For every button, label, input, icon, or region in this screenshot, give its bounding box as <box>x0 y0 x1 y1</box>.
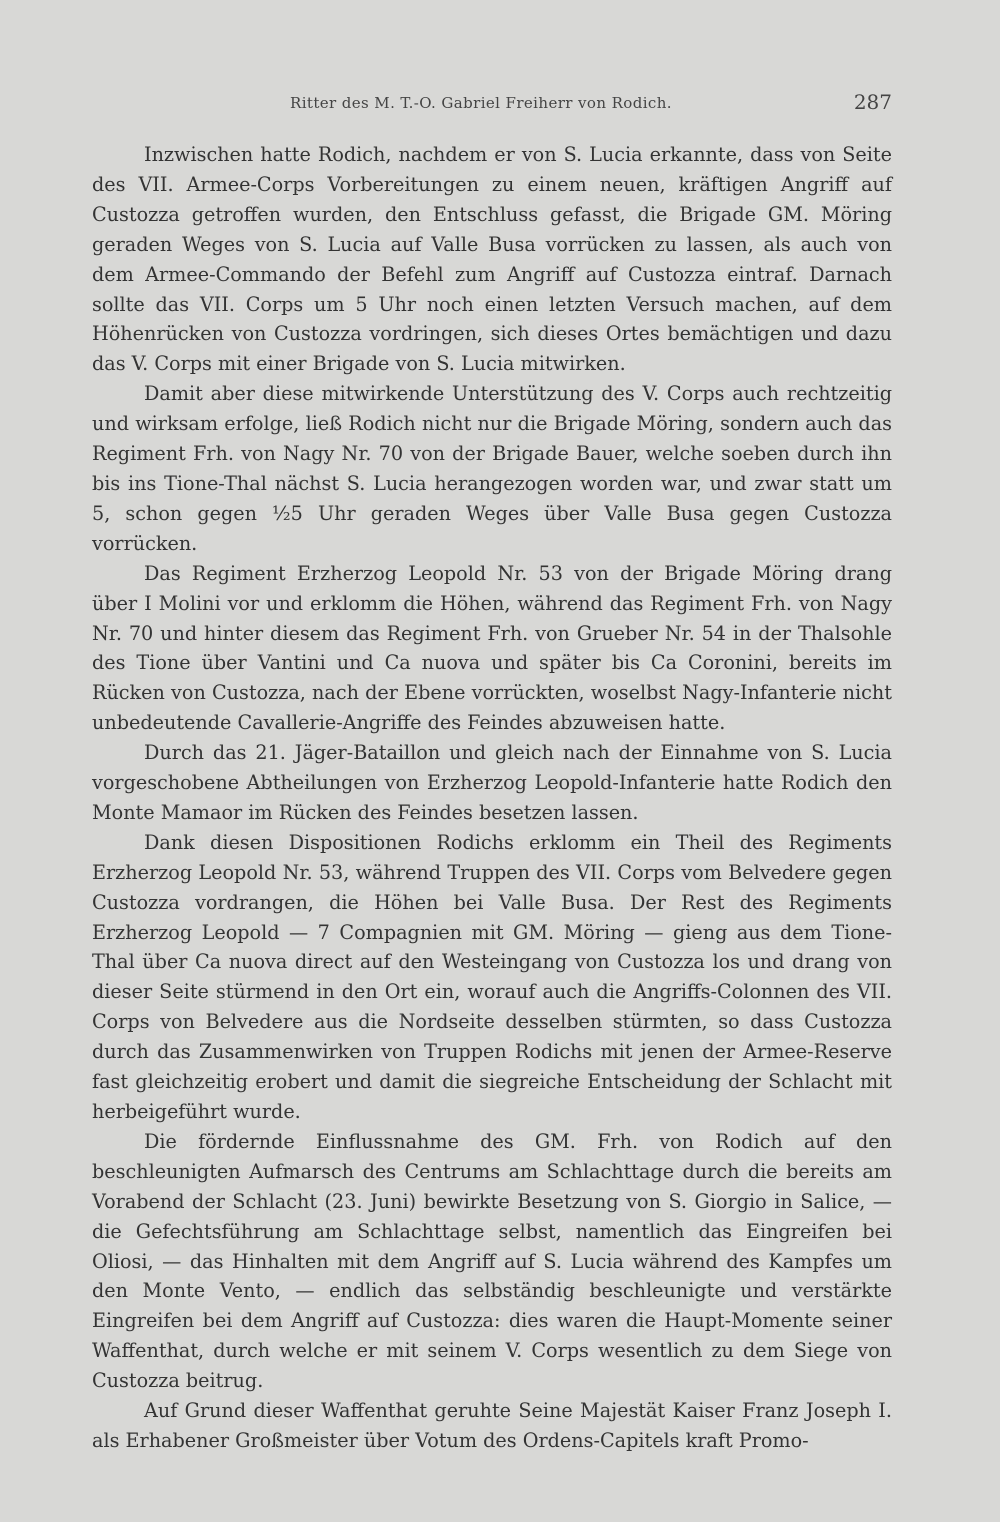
paragraph: Das Regiment Erzherzog Leopold Nr. 53 von der Brigade Möring drang über I Molini vor und erklomm die Höhen, während das Regiment Frh. von Nagy Nr. 70 und hinter diesem das Regiment Frh. von Grueber Nr. 54 in der Thalsohle des Tione über Vantini und Ca nuova und später bis Ca Coronini, bereits im Rücken von Custozza, nach der Ebene vorrückten, woselbst Nagy-Infanterie nicht unbedeutende Cavallerie-Angriffe des Feindes abzuweisen hatte. <box>92 561 892 735</box>
running-title: Ritter des M. T.-O. Gabriel Freiherr von Rodich. <box>290 94 672 112</box>
paragraph: Inzwischen hatte Rodich, nachdem er von S. Lucia erkannte, dass von Seite des VII. Armee-Corps Vorbereitungen zu einem neuen, kräftigen Angriff auf Custozza getroffen wurden, den Entschluss gefasst, die Brigade GM. Möring geraden Weges von S. Lucia auf Valle Busa vorrücken zu lassen, als auch von dem Armee-Commando der Befehl zum Angriff auf Custozza eintraf. Darnach sollte das VII. Corps um 5 Uhr noch einen letzten Versuch machen, auf dem Höhenrücken von Custozza vordringen, sich dieses Ortes bemächtigen und dazu das V. Corps mit einer Brigade von S. Lucia mitwirken. <box>92 143 892 376</box>
body-text <box>92 140 892 1456</box>
page-number: 287 <box>853 90 892 114</box>
paragraph: Dank diesen Dispositionen Rodichs erklomm ein Theil des Regiments Erzherzog Leopold Nr. 53, während Truppen des VII. Corps vom Belvedere gegen Custozza vordrangen, die Höhen bei Valle Busa. Der Rest des Regiments Erzherzog Leopold — 7 Compagnien mit GM. Möring — gieng aus dem Tione-Thal über Ca nuova direct auf den Westeingang von Custozza los und drang von dieser Seite stürmend in den Ort ein, worauf auch die Angriffs-Colonnen des VII. Corps von Belvedere aus die Nordseite desselben stürmten, so dass Custozza durch das Zusammenwirken von Truppen Rodichs mit jenen der Armee-Reserve fast gleichzeitig erobert und damit die siegreiche Entscheidung der Schlacht mit herbeigeführt wurde. <box>92 830 892 1123</box>
paragraph: Damit aber diese mitwirkende Unterstützung des V. Corps auch rechtzeitig und wirksam erfolge, ließ Rodich nicht nur die Brigade Möring, sondern auch das Regiment Frh. von Nagy Nr. 70 von der Brigade Bauer, welche soeben durch ihn bis ins Tione-Thal nächst S. Lucia herangezogen worden war, und zwar statt um 5, schon gegen ½5 Uhr geraden Weges über Valle Busa gegen Custozza vorrücken. <box>92 382 892 555</box>
paragraph: Die fördernde Einflussnahme des GM. Frh. von Rodich auf den beschleunigten Aufmarsch des Centrums am Schlachttage durch die bereits am Vorabend der Schlacht (23. Juni) bewirkte Besetzung von S. Giorgio in Salice, — die Gefechtsführung am Schlachttage selbst, namentlich das Eingreifen bei Oliosi, — das Hinhalten mit dem Angriff auf S. Lucia während des Kampfes um den Monte Vento, — endlich das selbständig beschleunigte und verstärkte Eingreifen bei dem Angriff auf Custozza: dies waren die Haupt-Momente seiner Waffenthat, durch welche er mit seinem V. Corps wesentlich zu dem Siege von Custozza beitrug. <box>92 1129 892 1393</box>
paragraph: Auf Grund dieser Waffenthat geruhte Seine Majestät Kaiser Franz Joseph I. als Erhabener Großmeister über Votum des Ordens-Capitels kraft Promo- <box>92 1399 892 1452</box>
paragraph: Durch das 21. Jäger-Bataillon und gleich nach der Einnahme von S. Lucia vorgeschobene Abtheilungen von Erzherzog Leopold-Infanterie hatte Rodich den Monte Mamaor im Rücken des Feindes besetzen lassen. <box>92 741 892 824</box>
page-header <box>90 92 900 116</box>
